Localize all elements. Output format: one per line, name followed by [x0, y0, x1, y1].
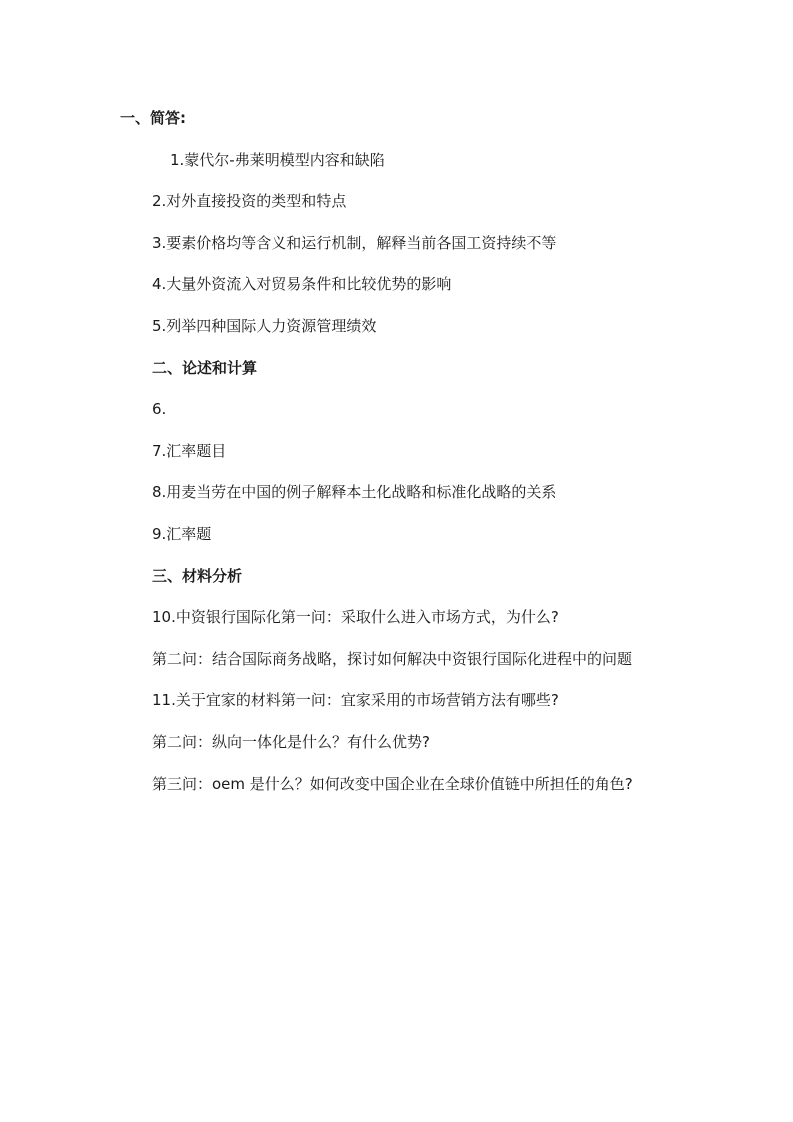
question-7: 7.汇率题目 — [152, 442, 227, 460]
section-heading-short-answer: 一、简答: — [120, 109, 186, 127]
question-5: 5.列举四种国际人力资源管理绩效 — [152, 317, 377, 335]
question-3: 3.要素价格均等含义和运行机制，解释当前各国工资持续不等 — [152, 234, 557, 252]
question-11-part-1: 11.关于宜家的材料第一问：宜家采用的市场营销方法有哪些? — [152, 691, 559, 709]
question-9: 9.汇率题 — [152, 525, 212, 543]
question-6: 6. — [152, 400, 167, 418]
question-10-part-1: 10.中资银行国际化第一问：采取什么进入市场方式，为什么? — [152, 608, 559, 626]
question-10-part-2: 第二问：结合国际商务战略，探讨如何解决中资银行国际化进程中的问题 — [152, 650, 633, 668]
question-11-part-3: 第三问：oem 是什么？如何改变中国企业在全球价值链中所担任的角色? — [152, 775, 633, 793]
question-1: 1.蒙代尔-弗莱明模型内容和缺陷 — [170, 151, 385, 169]
question-4: 4.大量外资流入对贸易条件和比较优势的影响 — [152, 275, 452, 293]
question-2: 2.对外直接投资的类型和特点 — [152, 192, 347, 210]
section-heading-material-analysis: 三、材料分析 — [152, 567, 243, 585]
question-11-part-2: 第二问：纵向一体化是什么？有什么优势? — [152, 733, 430, 751]
section-heading-discussion: 二、论述和计算 — [152, 359, 258, 377]
question-8: 8.用麦当劳在中国的例子解释本土化战略和标准化战略的关系 — [152, 483, 557, 501]
